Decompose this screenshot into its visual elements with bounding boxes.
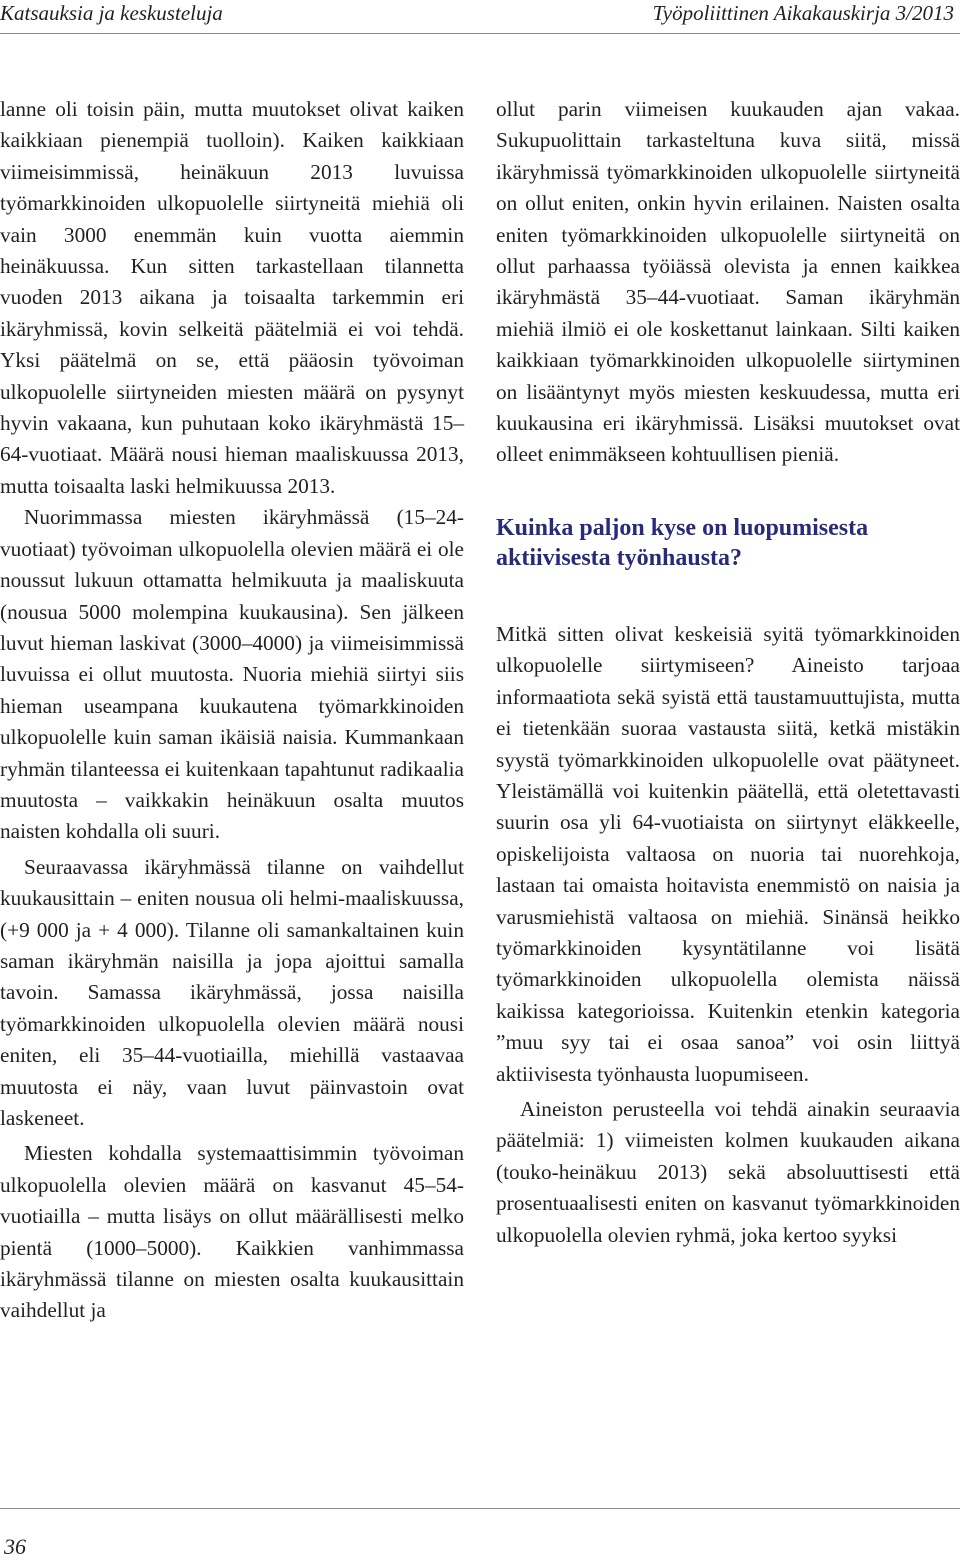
paragraph: ollut parin viimeisen kuukauden ajan vakaa. Sukupuolittain tarkasteltuna kuva siitä, missä ikäryhmissä työmarkkinoiden ulkopuolelle siirtyneitä on ollut eniten, onkin hyvin erilainen. Naisten osalta eniten työmarkkinoiden ulkopuolelle siirtyneitä on ollut parhaassa työiässä olevista ja ennen kaikkea ikäryhmästä 35–44-vuotiaat. Saman ikäryhmän miehiä ilmiö ei ole koskettanut lainkaan. Silti kaiken kaikkiaan työmarkkinoiden ulkopuolelle siirtyminen on lisääntynyt myös miesten keskuudessa, mutta eri kuukausina eri ikäryhmissä. Lisäksi muutokset ovat olleet enimmäkseen kohtuullisen pieniä. (496, 97, 960, 467)
paragraph: Seuraavassa ikäryhmässä tilanne on vaihdellut kuukausittain – eniten nousua oli helmi-maaliskuussa, (+9 000 ja + 4 000). Tilanne oli samankaltainen kuin saman ikäryhmän naisilla ja jopa ajoittui samalla tavoin. Samassa ikäryhmässä, jossa naisilla työmarkkinoiden ulkopuolella olevien määrä nousi eniten, eli 35–44-vuotiailla, miehillä vastaavaa muutosta ei näy, vaan luvut päinvastoin ovat laskeneet. (0, 854, 464, 1130)
header-rule (0, 33, 960, 34)
journal-title: Työpoliittinen Aikakauskirja 3/2013 (652, 1, 954, 25)
footer-rule (0, 1508, 960, 1509)
left-column (0, 94, 464, 1327)
paragraph: Miesten kohdalla systemaattisimmin työvoiman ulkopuolella olevien määrä on kasvanut 45–54-vuotiailla – mutta lisäys on ollut määrällisesti melko pientä (1000–5000). Kaikkien vanhimmassa ikäryhmässä tilanne on miesten osalta kuukausittain vaihdellut ja (0, 1141, 464, 1323)
page-number: 36 (4, 1534, 26, 1559)
right-column (496, 94, 960, 1251)
section-heading: Kuinka paljon kyse on luopumisesta aktiivisesta työnhausta? (496, 514, 869, 571)
paragraph: Mitkä sitten olivat keskeisiä syitä työmarkkinoiden ulkopuolelle siirtymiseen? Aineisto tarjoaa informaatiota sekä syistä että taustamuuttujista, mutta ei tietenkään suoraa vastausta siitä, ketkä mistäkin syystä työmarkkinoiden ulkopuolelle ovat päätyneet. Yleistämällä voi kuitenkin päätellä, että oletettavasti suurin osa yli 64-vuotiaista on siirtynyt eläkkeelle, opiskelijoista valtaosa on nuoria tai nuorehkoja, lastaan tai omaista hoitavista enemmistö on naisia ja varusmiehistä valtaosa on miehiä. Sinänsä heikko työmarkkinoiden kysyntätilanne voi lisätä työmarkkinoiden ulkopuolella olemista näissä kaikissa kategorioissa. Kuitenkin etenkin kategoria ”muu syy tai ei osaa sanoa” voi osin liittyä aktiivisesta työnhausta luopumiseen. (496, 621, 960, 1086)
paragraph: Aineiston perusteella voi tehdä ainakin seuraavia päätelmiä: 1) viimeisten kolmen kuukauden aikana (touko-heinäkuu 2013) sekä absoluuttisesti että prosentuaalisesti eniten on kasvanut työmarkkinoiden ulkopuolella olevien ryhmä, joka kertoo syyksi (496, 1096, 960, 1247)
section-title: Katsauksia ja keskusteluja (0, 1, 223, 25)
paragraph: lanne oli toisin päin, mutta muutokset olivat kaiken kaikkiaan pienempiä tuolloin). Kaiken kaikkiaan viimeisimmissä, heinäkuun 2013 luvuissa työmarkkinoiden ulkopuolelle siirtyneitä miehiä oli vain 3000 enemmän kuin vuotta aiemmin heinäkuussa. Kun sitten tarkastellaan tilannetta vuoden 2013 aikana ja toisaalta tarkemmin eri ikäryhmissä, kovin selkeitä päätelmiä ei voi tehdä. Yksi päätelmä on se, että pääosin työvoiman ulkopuolelle siirtyneiden miesten määrä on pysynyt hyvin vakaana, kun puhutaan koko ikäryhmästä 15–64-vuotiaat. Määrä nousi hieman maaliskuussa 2013, mutta toisaalta laski helmikuussa 2013. (0, 97, 464, 498)
paragraph: Nuorimmassa miesten ikäryhmässä (15–24-vuotiaat) työvoiman ulkopuolella olevien määrä ei ole noussut lukuun ottamatta helmikuuta ja maaliskuuta (nousua 5000 molempina kuukausina). Sen jälkeen luvut hieman laskivat (3000–4000) ja viimeisimmissä luvuissa ei ollut muutosta. Nuoria miehiä siirtyi siis hieman useampana kuukautena työmarkkinoiden ulkopuolelle kuin saman ikäisiä naisia. Kummankaan ryhmän tilanteessa ei kuitenkaan tapahtunut radikaalia muutosta – vaikkakin heinäkuun osalta muutos naisten kohdalla oli suuri. (0, 505, 464, 844)
running-header (0, 0, 960, 26)
